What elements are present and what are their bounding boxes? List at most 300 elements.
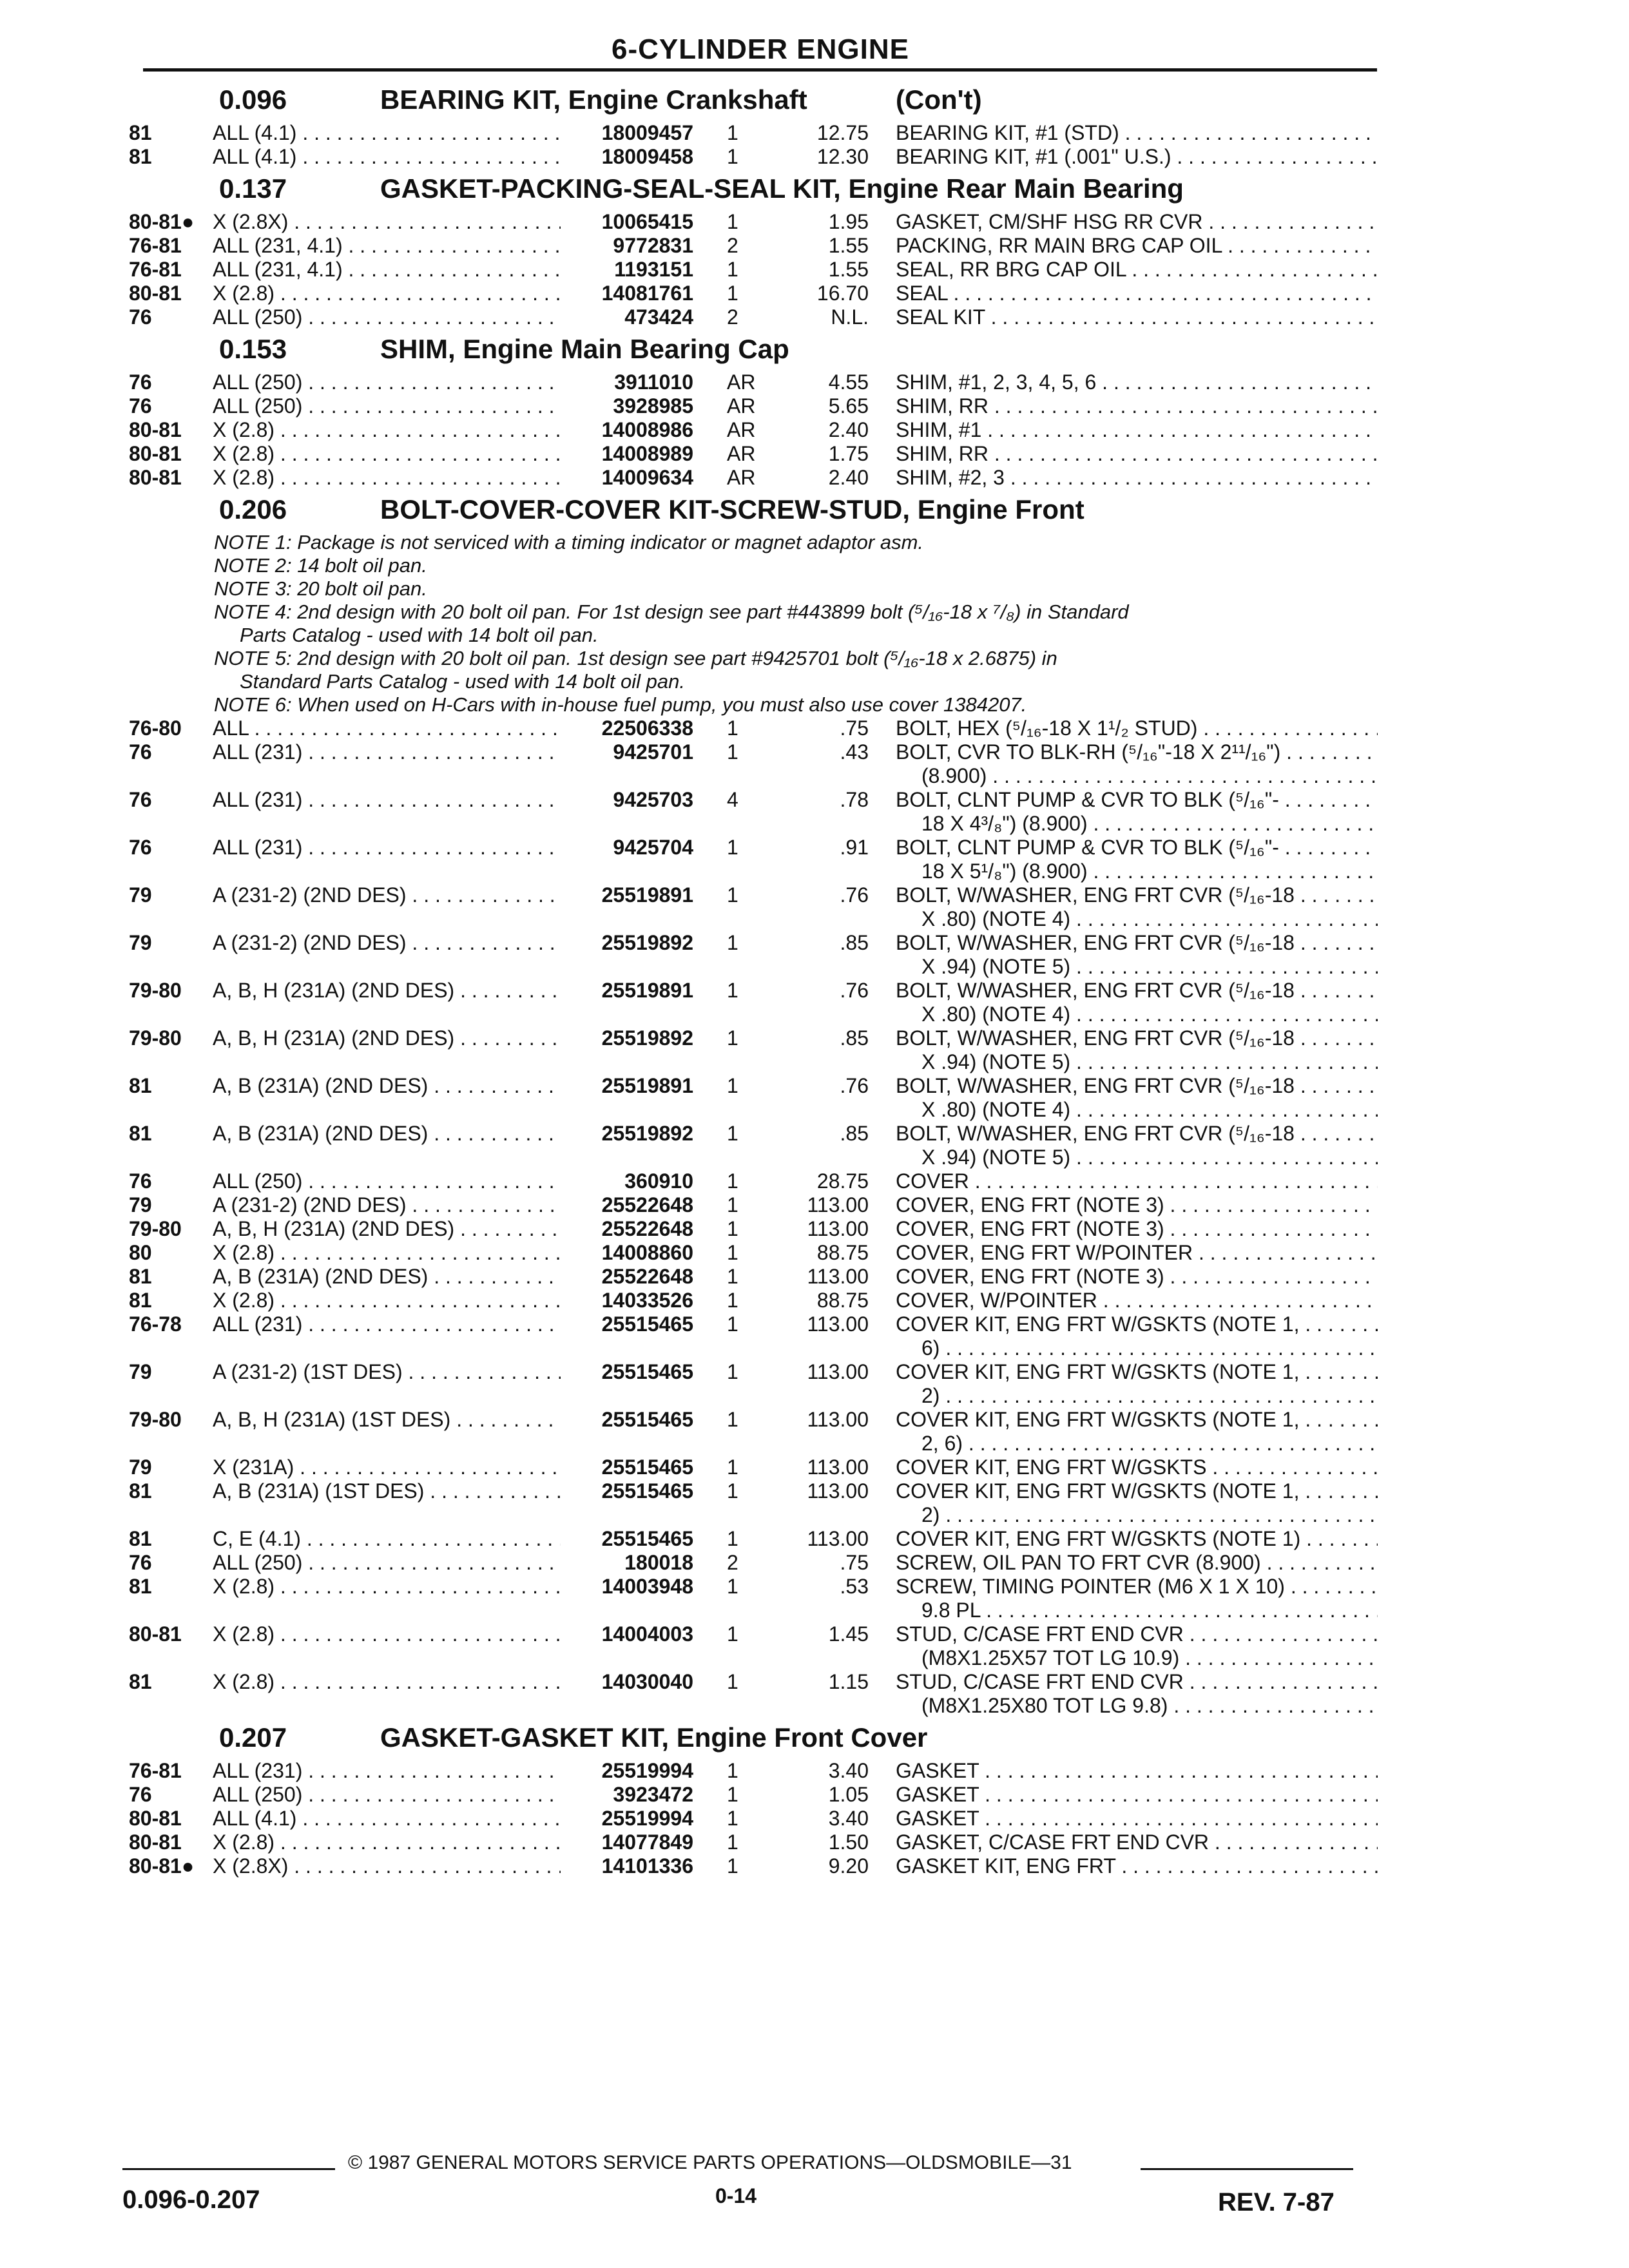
part-number: 10065415 [601, 210, 693, 233]
description: SEAL, RR BRG CAP OIL . . . [896, 258, 1378, 281]
model-years: 79-80 [129, 1026, 182, 1050]
quantity: 1 [727, 1265, 738, 1288]
description: PACKING, RR MAIN BRG CAP OIL . . . [896, 234, 1378, 257]
part-row [0, 1670, 1629, 1693]
part-number: 25515465 [601, 1408, 693, 1431]
description: COVER KIT, ENG FRT W/GSKTS (NOTE 1, . . . [896, 1360, 1378, 1383]
application: A (231-2) (1ST DES) . . . [213, 1360, 561, 1383]
model-years: 80-81 [129, 418, 182, 441]
description: COVER, ENG FRT (NOTE 3) . . . [896, 1217, 1378, 1240]
description-continued [0, 1050, 1629, 1073]
description: SCREW, TIMING POINTER (M6 X 1 X 10) . . . [896, 1575, 1378, 1598]
description: STUD, C/CASE FRT END CVR . . . [896, 1670, 1378, 1693]
footer-revision: REV. 7-87 [1218, 2188, 1335, 2216]
application: X (2.8) . . . [213, 1575, 561, 1598]
model-years: 79-80 [129, 979, 182, 1002]
model-years: 80-81 [129, 1622, 182, 1646]
part-number: 14004003 [601, 1622, 693, 1646]
section-note: NOTE 1: Package is not serviced with a timing indicator or magnet adaptor asm. [214, 531, 923, 553]
description: BOLT, HEX (⁵/₁₆-18 X 1¹/₂ STUD) . . . [896, 716, 1378, 740]
description: BOLT, CVR TO BLK-RH (⁵/₁₆"-18 X 2¹¹/₁₆") . . . [896, 740, 1378, 764]
part-row [0, 1575, 1629, 1598]
application: ALL (4.1) . . . [213, 121, 561, 144]
description: SCREW, OIL PAN TO FRT CVR (8.900) . . . [896, 1551, 1378, 1574]
description-continued [0, 860, 1629, 883]
part-number: 25519891 [601, 979, 693, 1002]
application: X (2.8) . . . [213, 1670, 561, 1693]
description-continued [0, 1432, 1629, 1455]
model-years: 76-80 [129, 716, 182, 740]
section-heading [0, 173, 1629, 205]
quantity: 1 [727, 1408, 738, 1431]
description-continued-text: X .94) (NOTE 5) . . . [921, 1050, 1378, 1073]
quantity: 1 [727, 883, 738, 907]
quantity: 1 [727, 1289, 738, 1312]
part-number: 473424 [624, 305, 693, 329]
price: 2.40 [828, 466, 869, 489]
price: 9.20 [828, 1854, 869, 1878]
quantity: 1 [727, 1217, 738, 1240]
header-rule [143, 68, 1377, 72]
part-row [0, 1456, 1629, 1479]
description-continued [0, 1146, 1629, 1169]
description: SEAL KIT . . . [896, 305, 1378, 329]
description-continued [0, 1098, 1629, 1121]
price: 28.75 [816, 1169, 869, 1193]
application: X (2.8) . . . [213, 282, 561, 305]
quantity: 1 [727, 1831, 738, 1854]
quantity: 1 [727, 1456, 738, 1479]
part-number: 25515465 [601, 1360, 693, 1383]
price: 5.65 [828, 394, 869, 418]
price: .85 [840, 931, 869, 954]
section-number: 0.153 [219, 334, 287, 364]
model-years: 79 [129, 931, 152, 954]
description: BOLT, CLNT PUMP & CVR TO BLK (⁵/₁₆"- . . . [896, 788, 1378, 811]
quantity: 1 [727, 1670, 738, 1693]
description-continued [0, 764, 1629, 787]
section-heading [0, 333, 1629, 365]
part-number: 1193151 [614, 258, 693, 281]
quantity: AR [727, 442, 756, 465]
part-number: 9772831 [613, 234, 693, 257]
part-number: 25519892 [601, 1122, 693, 1145]
section-heading [0, 1722, 1629, 1754]
description: COVER, W/POINTER . . . [896, 1289, 1378, 1312]
part-row [0, 1807, 1629, 1830]
price: 113.00 [807, 1193, 869, 1216]
price: 12.75 [816, 121, 869, 144]
part-number: 25515465 [601, 1456, 693, 1479]
quantity: 1 [727, 1479, 738, 1503]
description: BOLT, W/WASHER, ENG FRT CVR (⁵/₁₆-18 . . . [896, 931, 1378, 954]
section-number: 0.206 [219, 494, 287, 524]
part-row [0, 210, 1629, 233]
price: 1.15 [828, 1670, 869, 1693]
price: .85 [840, 1122, 869, 1145]
quantity: 1 [727, 1169, 738, 1193]
model-years: 79-80 [129, 1408, 182, 1431]
part-row [0, 1074, 1629, 1097]
section-title: BEARING KIT, Engine Crankshaft [380, 84, 807, 115]
description: SHIM, #1 . . . [896, 418, 1378, 441]
part-row [0, 121, 1629, 144]
description-continued-text: 2) . . . [921, 1384, 1378, 1407]
part-row [0, 1026, 1629, 1050]
description: BOLT, W/WASHER, ENG FRT CVR (⁵/₁₆-18 . . . [896, 979, 1378, 1002]
part-row [0, 1854, 1629, 1878]
part-number: 25522648 [601, 1265, 693, 1288]
part-row [0, 1193, 1629, 1216]
model-years: 79 [129, 883, 152, 907]
application: X (2.8) . . . [213, 418, 561, 441]
application: ALL (231, 4.1) . . . [213, 234, 561, 257]
quantity: 1 [727, 145, 738, 168]
application: ALL (250) . . . [213, 370, 561, 394]
description-continued [0, 907, 1629, 930]
quantity: 1 [727, 1575, 738, 1598]
model-years: 81 [129, 1479, 152, 1503]
application: X (231A) . . . [213, 1456, 561, 1479]
model-years: 81 [129, 1527, 152, 1550]
price: 113.00 [807, 1527, 869, 1550]
part-row [0, 466, 1629, 489]
application: X (2.8) . . . [213, 466, 561, 489]
model-years: 81 [129, 1074, 152, 1097]
price: 1.45 [828, 1622, 869, 1646]
part-row [0, 1169, 1629, 1193]
footer-rule-left [122, 2168, 335, 2170]
price: 16.70 [816, 282, 869, 305]
price: .76 [840, 883, 869, 907]
application: ALL (4.1) . . . [213, 145, 561, 168]
quantity: 1 [727, 1807, 738, 1830]
section-number: 0.207 [219, 1722, 287, 1753]
part-row [0, 282, 1629, 305]
price: .78 [840, 788, 869, 811]
application: A, B (231A) (2ND DES) . . . [213, 1074, 561, 1097]
price: 113.00 [807, 1360, 869, 1383]
section-heading [0, 494, 1629, 526]
model-years: 79 [129, 1193, 152, 1216]
part-number: 14077849 [601, 1831, 693, 1854]
part-row [0, 305, 1629, 329]
part-row [0, 836, 1629, 859]
quantity: 1 [727, 1026, 738, 1050]
price: .85 [840, 1026, 869, 1050]
quantity: 1 [727, 1854, 738, 1878]
quantity: 1 [727, 1312, 738, 1336]
model-years: 81 [129, 1265, 152, 1288]
part-number: 3928985 [613, 394, 693, 418]
part-row [0, 740, 1629, 764]
price: 1.55 [828, 258, 869, 281]
price: 12.30 [816, 145, 869, 168]
section-number: 0.137 [219, 173, 287, 204]
footer-copyright: © 1987 GENERAL MOTORS SERVICE PARTS OPERATIONS—OLDSMOBILE—31 [348, 2152, 1072, 2173]
part-number: 9425704 [613, 836, 693, 859]
price: 88.75 [816, 1241, 869, 1264]
page-title: 6-CYLINDER ENGINE [612, 34, 909, 65]
application: ALL (250) . . . [213, 1169, 561, 1193]
section-title: BOLT-COVER-COVER KIT-SCREW-STUD, Engine Front [380, 494, 1084, 524]
application: ALL (250) . . . [213, 1551, 561, 1574]
part-row [0, 1783, 1629, 1806]
quantity: 2 [727, 234, 738, 257]
part-number: 25519891 [601, 883, 693, 907]
part-number: 14008860 [601, 1241, 693, 1264]
quantity: 1 [727, 282, 738, 305]
part-row [0, 931, 1629, 954]
description: BEARING KIT, #1 (STD) . . . [896, 121, 1378, 144]
application: ALL (231) . . . [213, 740, 561, 764]
application: ALL (250) . . . [213, 1783, 561, 1806]
part-number: 180018 [624, 1551, 693, 1574]
model-years: 80 [129, 1241, 152, 1264]
section-note: NOTE 3: 20 bolt oil pan. [214, 577, 427, 600]
description: BEARING KIT, #1 (.001" U.S.) . . . [896, 145, 1378, 168]
application: X (2.8) . . . [213, 1622, 561, 1646]
part-row [0, 1759, 1629, 1782]
quantity: 1 [727, 979, 738, 1002]
description-continued [0, 812, 1629, 835]
model-years: 80-81● [129, 1854, 195, 1878]
description-continued [0, 955, 1629, 978]
application: X (2.8) . . . [213, 1241, 561, 1264]
description: COVER . . . [896, 1169, 1378, 1193]
quantity: AR [727, 418, 756, 441]
description-continued-text: X .80) (NOTE 4) . . . [921, 1098, 1378, 1121]
description-continued-text: 2) . . . [921, 1503, 1378, 1526]
application: ALL (250) . . . [213, 305, 561, 329]
quantity: 1 [727, 1759, 738, 1782]
description-continued [0, 1503, 1629, 1526]
part-number: 25522648 [601, 1217, 693, 1240]
part-row [0, 1289, 1629, 1312]
section-note: Standard Parts Catalog - used with 14 bolt oil pan. [240, 670, 686, 693]
section-title: SHIM, Engine Main Bearing Cap [380, 334, 789, 364]
part-row [0, 370, 1629, 394]
model-years: 76-81 [129, 258, 182, 281]
part-number: 3911010 [614, 370, 693, 394]
description: GASKET . . . [896, 1807, 1378, 1830]
quantity: 1 [727, 1527, 738, 1550]
part-number: 9425703 [613, 788, 693, 811]
model-years: 79 [129, 1456, 152, 1479]
part-number: 25522648 [601, 1193, 693, 1216]
description: SHIM, #2, 3 . . . [896, 466, 1378, 489]
part-row [0, 883, 1629, 907]
section-number: 0.096 [219, 84, 287, 115]
section-continued: (Con't) [896, 84, 982, 115]
price: 1.75 [828, 442, 869, 465]
price: .91 [840, 836, 869, 859]
model-years: 79 [129, 1360, 152, 1383]
quantity: AR [727, 394, 756, 418]
description: GASKET, C/CASE FRT END CVR . . . [896, 1831, 1378, 1854]
footer-page-number: 0-14 [715, 2184, 757, 2207]
application: A, B, H (231A) (2ND DES) . . . [213, 1026, 561, 1050]
model-years: 76-81 [129, 234, 182, 257]
part-number: 25519994 [601, 1807, 693, 1830]
application: A (231-2) (2ND DES) . . . [213, 1193, 561, 1216]
application: A, B (231A) (1ST DES) . . . [213, 1479, 561, 1503]
price: 3.40 [828, 1759, 869, 1782]
model-years: 76-81 [129, 1759, 182, 1782]
description: COVER KIT, ENG FRT W/GSKTS (NOTE 1, . . . [896, 1408, 1378, 1431]
description-continued-text: 6) . . . [921, 1336, 1378, 1360]
application: A, B, H (231A) (2ND DES) . . . [213, 979, 561, 1002]
model-years: 81 [129, 1575, 152, 1598]
description-continued-text: 9.8 PL . . . [921, 1599, 1378, 1622]
part-row [0, 979, 1629, 1002]
section-heading [0, 84, 1629, 116]
description: SHIM, #1, 2, 3, 4, 5, 6 . . . [896, 370, 1378, 394]
price: 113.00 [807, 1408, 869, 1431]
application: X (2.8) . . . [213, 1831, 561, 1854]
part-row [0, 1831, 1629, 1854]
section-note: NOTE 6: When used on H-Cars with in-house fuel pump, you must also use cover 1384207. [214, 693, 1027, 716]
quantity: 2 [727, 1551, 738, 1574]
price: .53 [840, 1575, 869, 1598]
part-row [0, 1122, 1629, 1145]
quantity: 1 [727, 931, 738, 954]
description-continued-text: 2, 6) . . . [921, 1432, 1378, 1455]
description-continued [0, 1003, 1629, 1026]
application: A, B (231A) (2ND DES) . . . [213, 1122, 561, 1145]
part-number: 25515465 [601, 1479, 693, 1503]
quantity: 1 [727, 1783, 738, 1806]
part-row [0, 1622, 1629, 1646]
model-years: 81 [129, 1122, 152, 1145]
quantity: 1 [727, 1074, 738, 1097]
description: COVER KIT, ENG FRT W/GSKTS (NOTE 1, . . . [896, 1479, 1378, 1503]
quantity: 1 [727, 1122, 738, 1145]
application: ALL (231) . . . [213, 836, 561, 859]
part-row [0, 1479, 1629, 1503]
application: ALL (231) . . . [213, 1312, 561, 1336]
part-number: 14030040 [601, 1670, 693, 1693]
model-years: 79-80 [129, 1217, 182, 1240]
description-continued-text: (M8X1.25X57 TOT LG 10.9) . . . [921, 1646, 1378, 1669]
application: A (231-2) (2ND DES) . . . [213, 931, 561, 954]
description-continued-text: X .94) (NOTE 5) . . . [921, 955, 1378, 978]
part-number: 18009458 [601, 145, 693, 168]
price: N.L. [831, 305, 869, 329]
application: ALL . . . [213, 716, 561, 740]
quantity: AR [727, 370, 756, 394]
part-row [0, 1527, 1629, 1550]
part-row [0, 1241, 1629, 1264]
quantity: 1 [727, 740, 738, 764]
part-number: 360910 [624, 1169, 693, 1193]
part-number: 25515465 [601, 1312, 693, 1336]
application: A, B, H (231A) (1ST DES) . . . [213, 1408, 561, 1431]
description: GASKET KIT, ENG FRT . . . [896, 1854, 1378, 1878]
model-years: 81 [129, 145, 152, 168]
price: .76 [840, 1074, 869, 1097]
part-row [0, 234, 1629, 257]
description-continued [0, 1384, 1629, 1407]
description: BOLT, W/WASHER, ENG FRT CVR (⁵/₁₆-18 . . . [896, 1074, 1378, 1097]
quantity: 1 [727, 121, 738, 144]
description: GASKET . . . [896, 1783, 1378, 1806]
model-years: 80-81 [129, 1807, 182, 1830]
part-number: 9425701 [613, 740, 693, 764]
model-years: 80-81● [129, 210, 195, 233]
part-number: 14009634 [601, 466, 693, 489]
price: .75 [840, 1551, 869, 1574]
quantity: 1 [727, 1360, 738, 1383]
part-row [0, 258, 1629, 281]
description: COVER, ENG FRT W/POINTER . . . [896, 1241, 1378, 1264]
part-row [0, 1217, 1629, 1240]
description-continued-text: 18 X 5¹/₈") (8.900) . . . [921, 860, 1378, 883]
description-continued-text: (8.900) . . . [921, 764, 1378, 787]
application: ALL (231, 4.1) . . . [213, 258, 561, 281]
description-continued [0, 1336, 1629, 1360]
part-row [0, 145, 1629, 168]
price: .75 [840, 716, 869, 740]
model-years: 80-81 [129, 442, 182, 465]
application: ALL (4.1) . . . [213, 1807, 561, 1830]
price: 113.00 [807, 1265, 869, 1288]
price: 1.95 [828, 210, 869, 233]
description-continued-text: 18 X 4³/₈") (8.900) . . . [921, 812, 1378, 835]
application: C, E (4.1) . . . [213, 1527, 561, 1550]
price: 113.00 [807, 1479, 869, 1503]
section-title: GASKET-PACKING-SEAL-SEAL KIT, Engine Rear Main Bearing [380, 173, 1184, 204]
application: A, B (231A) (2ND DES) . . . [213, 1265, 561, 1288]
part-number: 25519891 [601, 1074, 693, 1097]
model-years: 81 [129, 1289, 152, 1312]
price: 4.55 [828, 370, 869, 394]
model-years: 76-78 [129, 1312, 182, 1336]
section-note: NOTE 2: 14 bolt oil pan. [214, 554, 427, 577]
part-number: 14033526 [601, 1289, 693, 1312]
application: ALL (250) . . . [213, 394, 561, 418]
part-row [0, 1312, 1629, 1336]
description: COVER KIT, ENG FRT W/GSKTS (NOTE 1, . . . [896, 1312, 1378, 1336]
model-years: 76 [129, 1783, 152, 1806]
price: 2.40 [828, 418, 869, 441]
model-years: 76 [129, 394, 152, 418]
part-number: 14008989 [601, 442, 693, 465]
section-note: Parts Catalog - used with 14 bolt oil pan. [240, 624, 599, 646]
quantity: 1 [727, 1193, 738, 1216]
part-number: 25519892 [601, 1026, 693, 1050]
application: X (2.8X) . . . [213, 210, 561, 233]
part-number: 25519892 [601, 931, 693, 954]
part-row [0, 788, 1629, 811]
price: 113.00 [807, 1312, 869, 1336]
application: ALL (231) . . . [213, 1759, 561, 1782]
application: X (2.8X) . . . [213, 1854, 561, 1878]
description: STUD, C/CASE FRT END CVR . . . [896, 1622, 1378, 1646]
quantity: 1 [727, 258, 738, 281]
part-number: 3923472 [613, 1783, 693, 1806]
part-row [0, 394, 1629, 418]
description: COVER, ENG FRT (NOTE 3) . . . [896, 1265, 1378, 1288]
model-years: 76 [129, 836, 152, 859]
model-years: 81 [129, 1670, 152, 1693]
part-row [0, 1265, 1629, 1288]
description: SHIM, RR . . . [896, 442, 1378, 465]
part-row [0, 418, 1629, 441]
model-years: 76 [129, 1551, 152, 1574]
description: SHIM, RR . . . [896, 394, 1378, 418]
model-years: 80-81 [129, 466, 182, 489]
